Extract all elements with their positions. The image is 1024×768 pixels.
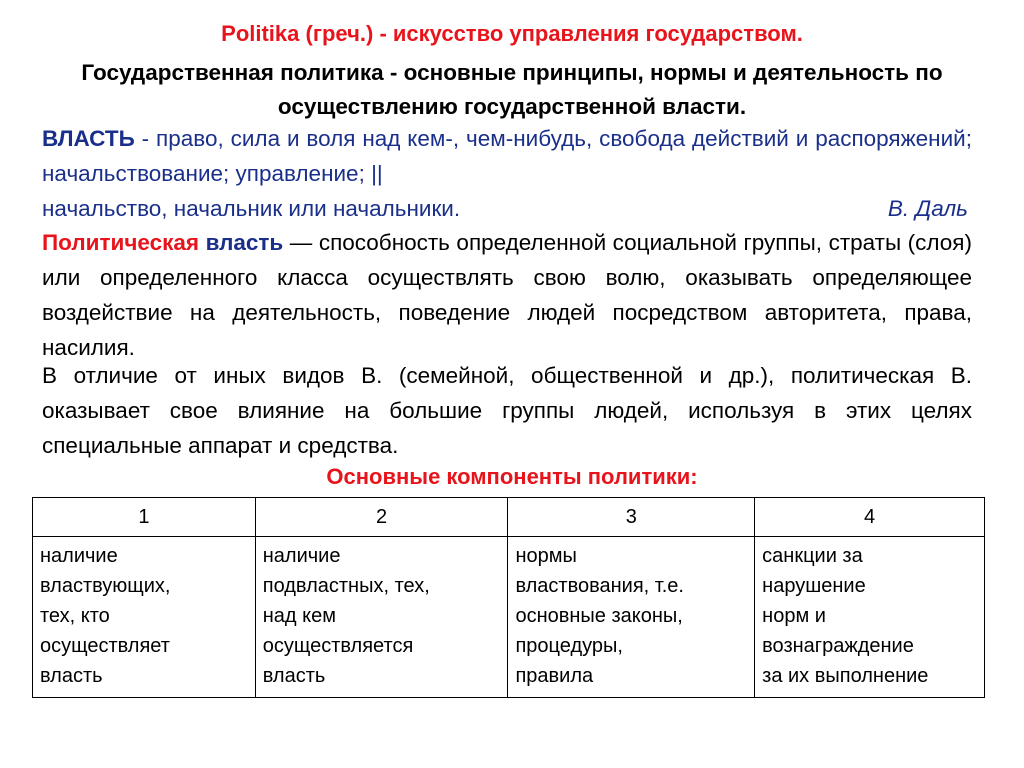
- cell-line: подвластных, тех,: [262, 575, 430, 597]
- cell-line: за их выполнение: [762, 665, 929, 687]
- cell-line: процедуры,: [515, 635, 623, 657]
- cell-line: нормы: [515, 545, 577, 567]
- components-header-cell: 4: [755, 498, 985, 537]
- cell-line: наличие: [40, 545, 118, 567]
- cell-line: властвования, т.е.: [515, 575, 684, 597]
- header-politika-definition: Politika (греч.) - искусство управления государством.: [221, 21, 803, 46]
- cell-line: власть: [40, 665, 103, 687]
- vlast-term: ВЛАСТЬ: [42, 126, 135, 151]
- cell-line: санкции за: [762, 545, 863, 567]
- political-power-paragraph: [42, 225, 972, 365]
- components-title: Основные компоненты политики:: [326, 464, 698, 489]
- component-cell-sanctions: [755, 537, 985, 698]
- header-state-policy-definition: Государственная политика - основные принципы, нормы и деятельность по осуществлению государственной власти.: [81, 60, 943, 119]
- cell-line: тех, кто: [40, 605, 110, 627]
- political-power-term-part2: власть: [205, 230, 284, 255]
- components-table: [32, 497, 985, 698]
- component-cell-subjects: [255, 537, 508, 698]
- components-header-cell: 3: [508, 498, 755, 537]
- components-body-row: [33, 537, 985, 698]
- cell-line: над кем: [262, 605, 336, 627]
- cell-line: нарушение: [762, 575, 866, 597]
- political-power-definition: — способность определенной социальной группы, страты (слоя) или определенного класса осуществлять свою волю, оказывать определяющее воздействие на деятельность, поведение людей посредством авторитета, права, насилия.: [42, 230, 972, 360]
- cell-line: наличие: [262, 545, 341, 567]
- components-header-row: [33, 498, 985, 537]
- component-cell-norms: [508, 537, 755, 698]
- cell-line: осуществляет: [40, 635, 170, 657]
- component-cell-rulers: [33, 537, 256, 698]
- vlast-definition-text: - право, сила и воля над кем-, чем-нибудь, свобода действий и распоряжений; начальствование; управление; ||: [42, 126, 972, 186]
- cell-line: власть: [262, 665, 326, 687]
- cell-line: властвующих,: [40, 575, 171, 597]
- distinction-paragraph: В отличие от иных видов В. (семейной, общественной и др.), политическая В. оказывает свое влияние на большие группы людей, используя в этих целях специальные аппарат и средства.: [42, 363, 972, 458]
- cell-line: осуществляется: [262, 635, 414, 657]
- vlast-author: В. Даль: [887, 196, 968, 221]
- cell-line: правила: [515, 665, 594, 687]
- cell-line: основные законы,: [515, 605, 683, 627]
- cell-line: вознаграждение: [762, 635, 914, 657]
- components-header-cell: 1: [33, 498, 256, 537]
- vlast-definition-paragraph: [42, 121, 972, 226]
- vlast-tail-text: начальство, начальник или начальники.: [42, 196, 461, 221]
- components-header-cell: 2: [255, 498, 508, 537]
- political-power-term-part1: Политическая: [42, 230, 200, 255]
- cell-line: норм и: [762, 605, 826, 627]
- vlast-tail-line: [42, 191, 972, 226]
